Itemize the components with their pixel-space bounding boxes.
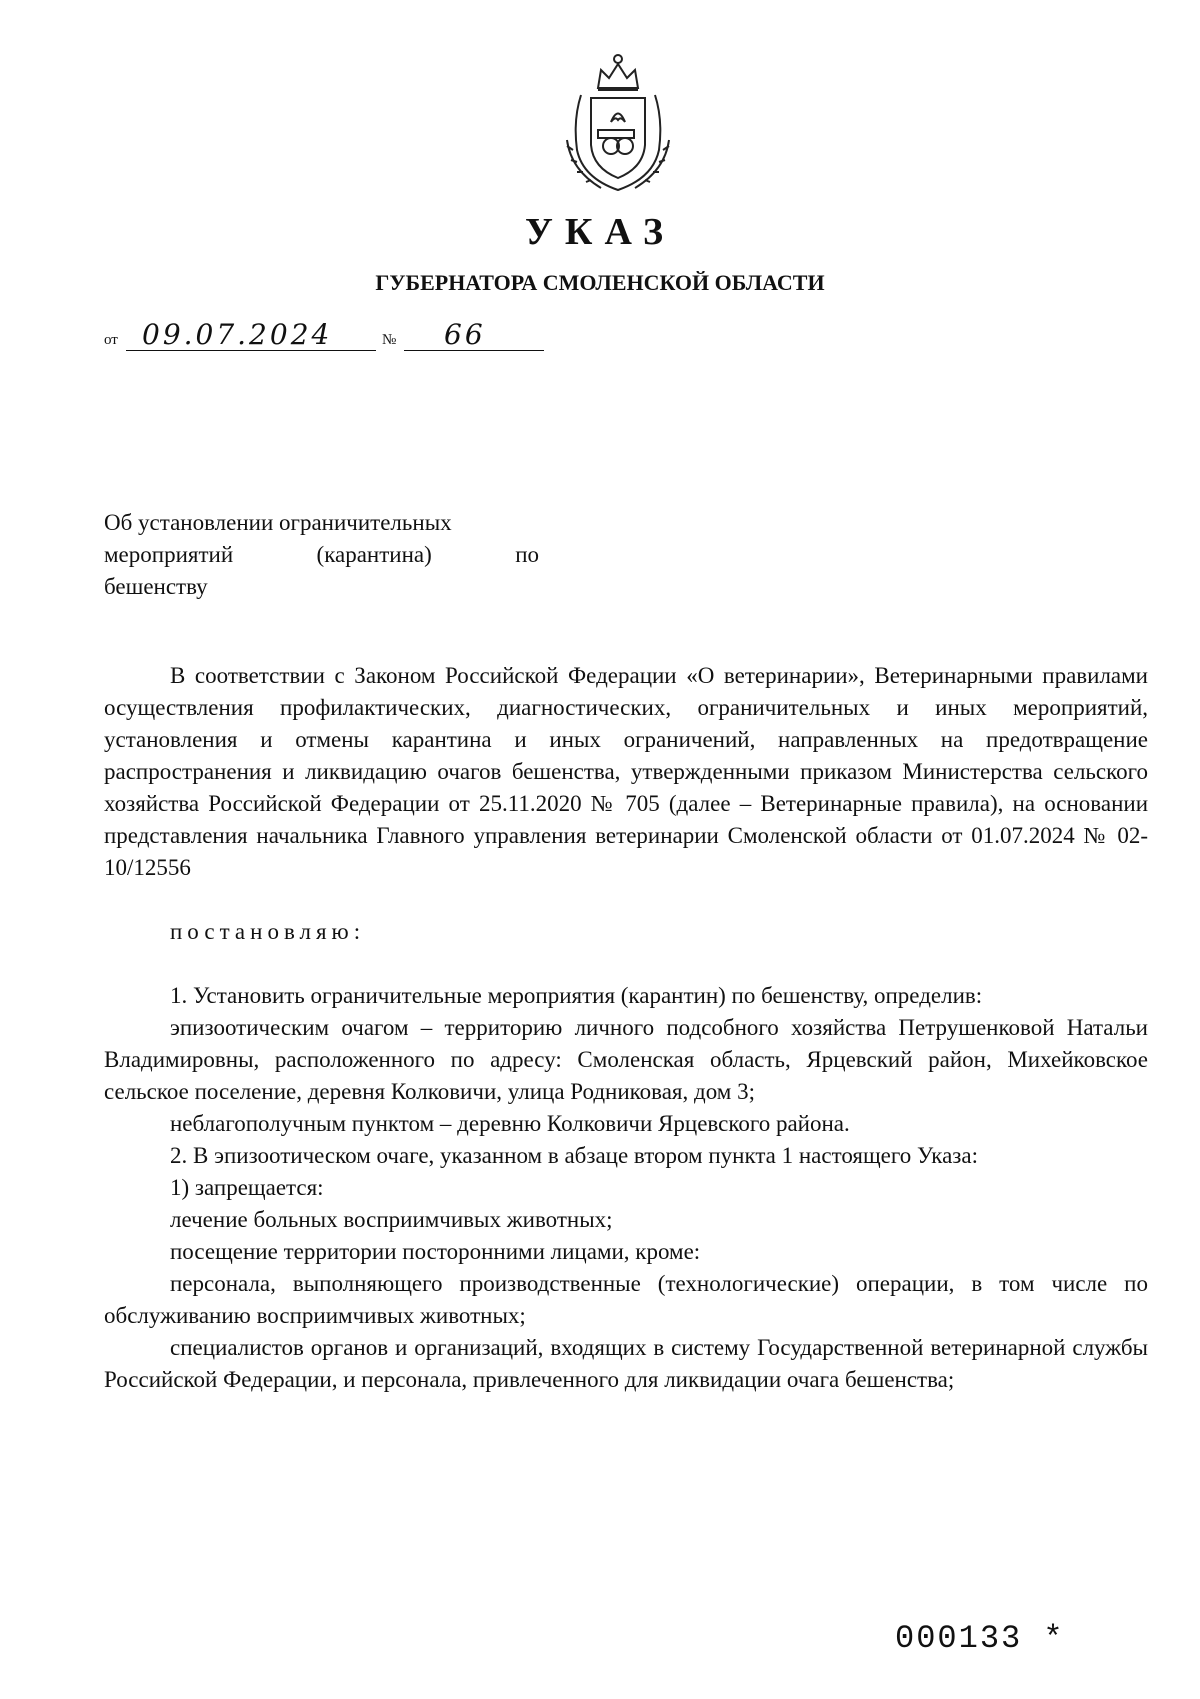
paragraph-2-1a: лечение больных восприимчивых животных; xyxy=(170,1207,613,1232)
handwritten-date: 09.07.2024 xyxy=(142,318,333,351)
paragraph-1a: эпизоотическим очагом – территорию личного подсобного хозяйства Петрушенковой Натальи Владимировны, расположенного по адресу: Смоленская область, Ярцевский район, Михейковское сельское поселение, деревня Колковичи, улица Родниковая, дом 3; xyxy=(104,1015,1148,1104)
subject-line: мероприятий (карантина) по xyxy=(104,542,539,567)
document-title: УКАЗ xyxy=(525,211,675,253)
document-subject xyxy=(104,507,539,603)
coat-of-arms-emblem xyxy=(553,50,683,195)
document-subtitle: ГУБЕРНАТОРА СМОЛЕНСКОЙ ОБЛАСТИ xyxy=(375,270,825,295)
page-stamp-number: 000133 * xyxy=(895,1620,1065,1657)
date-number-line xyxy=(104,318,554,354)
paragraph-2-1: 1) запрещается: xyxy=(170,1175,324,1200)
paragraph-2: 2. В эпизоотическом очаге, указанном в абзаце втором пункта 1 настоящего Указа: xyxy=(170,1143,978,1168)
resolve-word: постановляю: xyxy=(170,919,366,944)
document-body xyxy=(104,660,1148,1396)
date-from-label: от xyxy=(104,332,118,348)
paragraph-2-1d: специалистов органов и организаций, входящих в систему Государственной ветеринарной службы Российской Федерации, и персонала, привлеченного для ликвидации очага бешенства; xyxy=(104,1335,1148,1392)
paragraph-2-1b: посещение территории посторонними лицами, кроме: xyxy=(170,1239,701,1264)
preamble-paragraph: В соответствии с Законом Российской Федерации «О ветеринарии», Ветеринарными правилами осуществления профилактических, диагностических, ограничительных и иных мероприятий, установления и отмены карантина и иных ограничений, направленных на предотвращение распространения и ликвидацию очагов бешенства, утвержденными приказом Министерства сельского хозяйства Российской Федерации от 25.11.2020 № 705 (далее – Ветеринарные правила), на основании представления начальника Главного управления ветеринарии Смоленской области от 01.07.2024 № 02-10/12556 xyxy=(104,663,1148,880)
number-label: № xyxy=(382,332,397,348)
subject-line: Об установлении ограничительных xyxy=(104,510,452,535)
paragraph-1: 1. Установить ограничительные мероприятия (карантин) по бешенству, определив: xyxy=(170,983,983,1008)
paragraph-2-1c: персонала, выполняющего производственные (технологические) операции, в том числе по обслуживанию восприимчивых животных; xyxy=(104,1271,1148,1328)
paragraph-1b: неблагополучным пунктом – деревню Колковичи Ярцевского района. xyxy=(170,1111,850,1136)
subject-line: бешенству xyxy=(104,574,208,599)
handwritten-number: 66 xyxy=(444,318,486,351)
